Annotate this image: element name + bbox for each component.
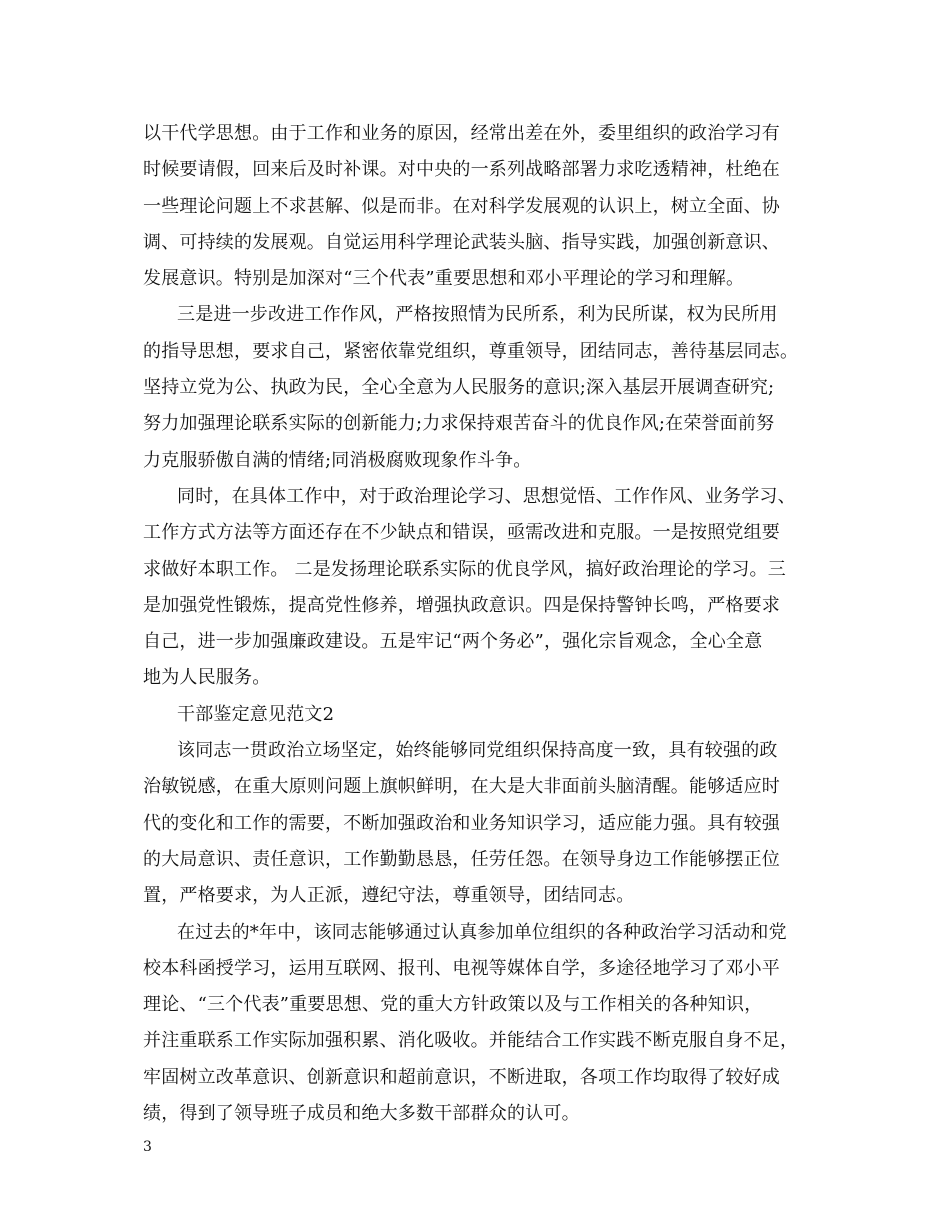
page-number: 3: [143, 1139, 152, 1155]
text-line: 校本科函授学习，运用互联网、报刊、电视等媒体自学，多途径地学习了邓小平: [143, 957, 780, 979]
text-line: 自己，进一步加强廉政建设。五是牢记“两个务必”，强化宗旨观念，全心全意: [143, 631, 763, 653]
section-heading: 干部鉴定意见范文2: [177, 703, 335, 725]
text-line: 以干代学思想。由于工作和业务的原因，经常出差在外，委里组织的政治学习有: [143, 123, 780, 144]
text-line: 治敏锐感，在重大原则问题上旗帜鲜明，在大是大非面前头脑清醒。能够适应时: [143, 776, 780, 798]
text-line: 理论、“三个代表”重要思想、党的重大方针政策以及与工作相关的各种知识，: [143, 994, 763, 1016]
text-line: 牢固树立改革意识、创新意识和超前意识，不断进取，各项工作均取得了较好成: [143, 1066, 780, 1088]
text-line: 工作方式方法等方面还存在不少缺点和错误，亟需改进和克服。一是按照党组要: [143, 522, 780, 544]
text-line: 的大局意识、责任意识，工作勤勤恳恳，任劳任怨。在领导身边工作能够摆正位: [143, 848, 780, 870]
text-line: 的指导思想，要求自己，紧密依靠党组织，尊重领导，团结同志，善待基层同志。: [143, 340, 799, 362]
text-line: 求做好本职工作。 二是发扬理论联系实际的优良学风，搞好政治理论的学习。三: [143, 558, 786, 580]
paragraph-start: 同时，在具体工作中，对于政治理论学习、思想觉悟、工作作风、业务学习、: [177, 485, 796, 507]
paragraph-start: 该同志一贯政治立场坚定，始终能够同党组织保持高度一致，具有较强的政: [177, 740, 778, 762]
text-line: 是加强党性锻炼，提高党性修养，增强执政意识。四是保持警钟长鸣，严格要求: [143, 594, 780, 616]
text-line: 地为人民服务。: [143, 667, 271, 689]
text-line: 并注重联系工作实际加强积累、消化吸收。并能结合工作实践不断克服自身不足，: [143, 1030, 799, 1052]
text-line: 一些理论问题上不求甚解、似是而非。在对科学发展观的认识上，树立全面、协: [143, 195, 780, 217]
document-body: [143, 116, 833, 1132]
text-line: 发展意识。特别是加深对“三个代表”重要思想和邓小平理论的学习和理解。: [143, 268, 745, 290]
text-line: 调、可持续的发展观。自觉运用科学理论武装头脑、指导实践，加强创新意识、: [143, 231, 780, 253]
paragraph-start: 在过去的*年中，该同志能够通过认真参加单位组织的各种政治学习活动和党: [177, 921, 787, 943]
text-line: 置，严格要求，为人正派，遵纪守法，尊重领导，团结同志。: [143, 885, 635, 907]
text-line: 努力加强理论联系实际的创新能力;力求保持艰苦奋斗的优良作风;在荣誉面前努: [143, 413, 775, 435]
paragraph-start: 三是进一步改进工作作风，严格按照情为民所系，利为民所谋，权为民所用: [177, 304, 778, 326]
text-line: 代的变化和工作的需要，不断加强政治和业务知识学习，适应能力强。具有较强: [143, 812, 780, 834]
text-line: 力克服骄傲自满的情绪;同消极腐败现象作斗争。: [143, 449, 532, 471]
text-line: 绩，得到了领导班子成员和绝大多数干部群众的认可。: [143, 1103, 580, 1125]
text-line: 时候要请假，回来后及时补课。对中央的一系列战略部署力求吃透精神，杜绝在: [143, 159, 780, 181]
text-line: 坚持立党为公、执政为民，全心全意为人民服务的意识;深入基层开展调查研究;: [143, 377, 775, 399]
